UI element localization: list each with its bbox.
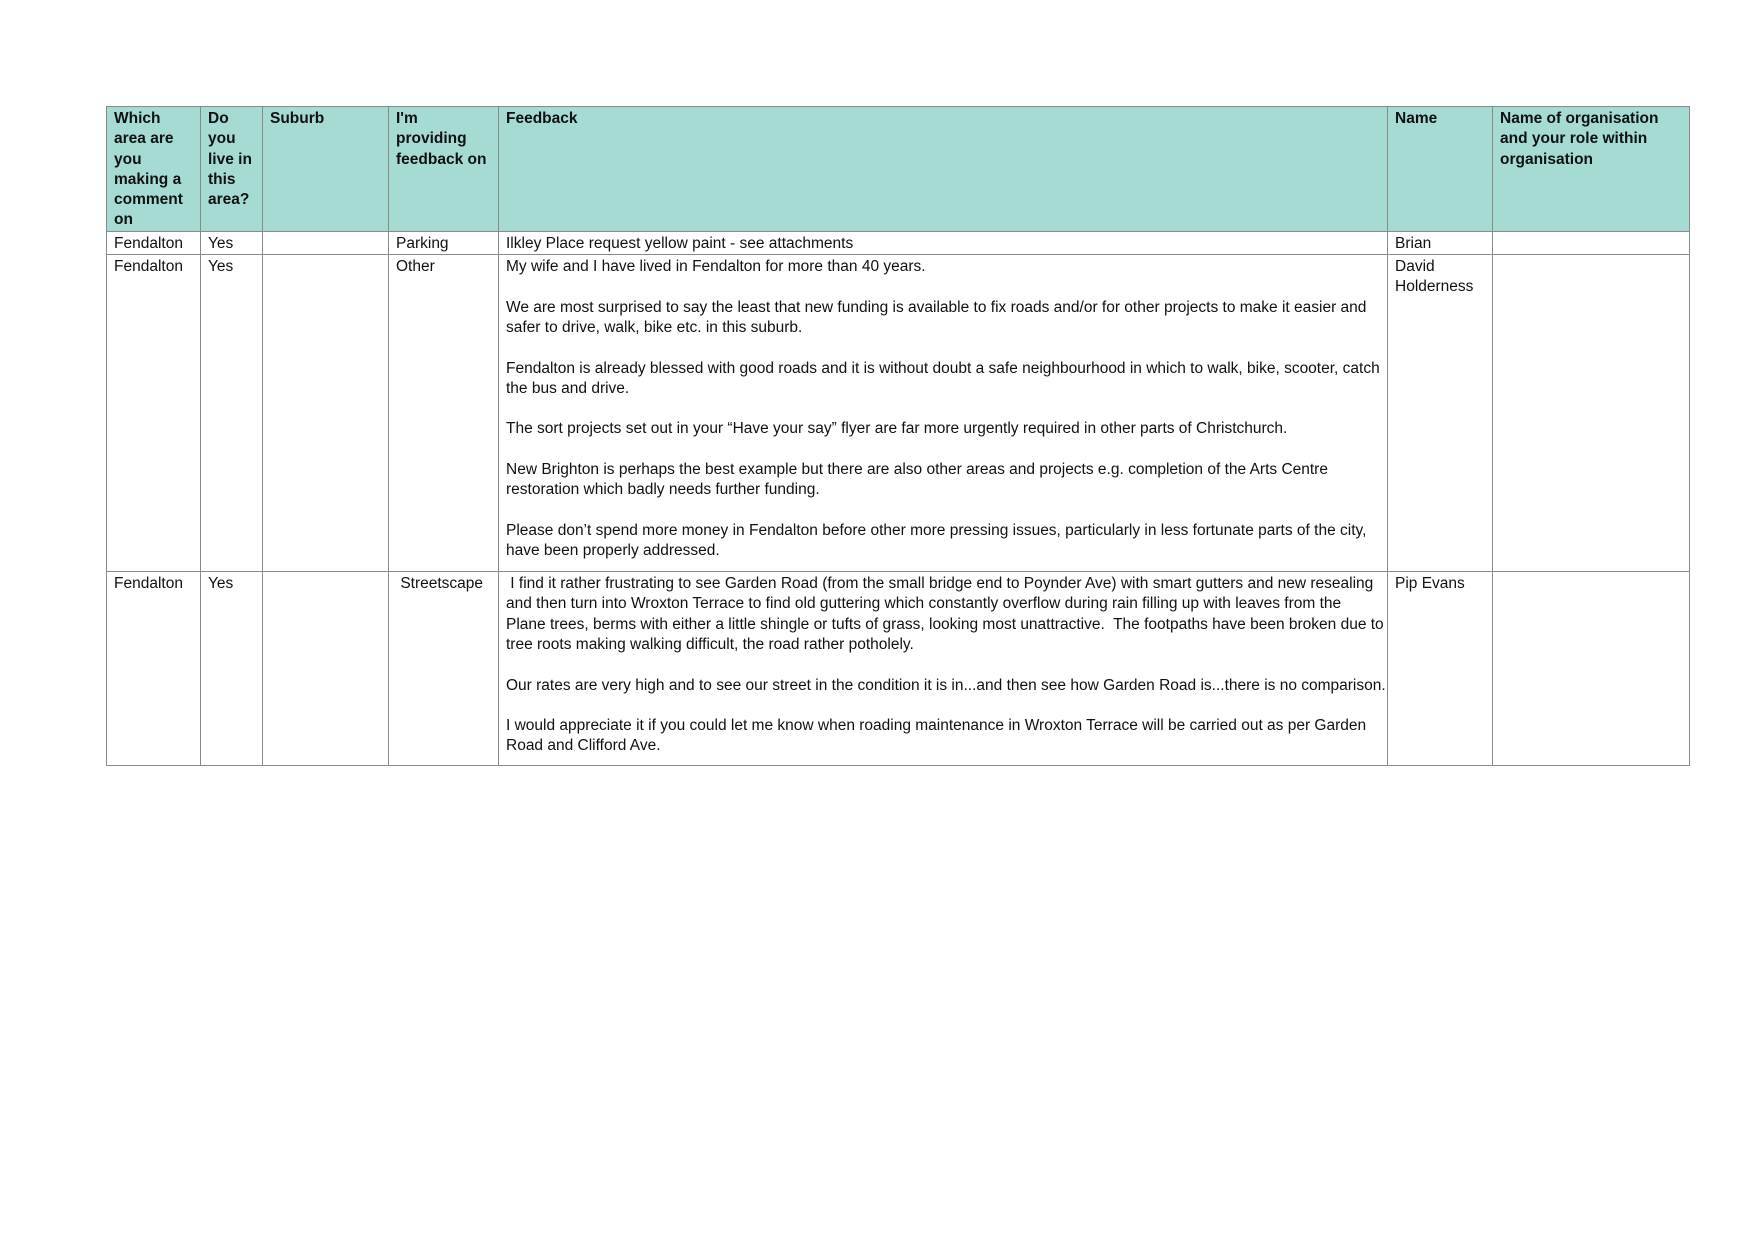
cell-suburb bbox=[263, 255, 389, 572]
header-name: Name bbox=[1388, 107, 1493, 232]
feedback-paragraph bbox=[506, 234, 1380, 254]
table-header-row bbox=[107, 107, 1690, 232]
header-live-in-area: Do you live in this area? bbox=[201, 107, 263, 232]
feedback-line: Our rates are very high and to see our street in the condition it is in...and then see how Garden Road is...there is no comparison. bbox=[506, 676, 1386, 694]
feedback-line: I find it rather frustrating to see Garden Road (from the small bridge end to Poynder Ave) with smart gutters and new resealing bbox=[506, 575, 1374, 593]
cell-name: Pip Evans bbox=[1388, 572, 1493, 766]
feedback-line: I would appreciate it if you could let me know when roading maintenance in Wroxton Terrace will be carried out as per Garden bbox=[506, 717, 1367, 735]
cell-organisation bbox=[1493, 231, 1690, 254]
header-suburb: Suburb bbox=[263, 107, 389, 232]
feedback-line: safer to drive, walk, bike etc. in this suburb. bbox=[506, 318, 803, 336]
feedback-line: Please don’t spend more money in Fendalton before other more pressing issues, particularly in less fortunate parts of the city, bbox=[506, 521, 1367, 539]
header-organisation: Name of organisation and your role within organisation bbox=[1493, 107, 1690, 232]
feedback-line: The sort projects set out in your “Have your say” flyer are far more urgently required in other parts of Christchurch. bbox=[506, 420, 1288, 438]
feedback-line: and then turn into Wroxton Terrace to find old guttering which constantly overflow during rain filling up with leaves from the bbox=[506, 595, 1342, 613]
cell-feedback-on: Streetscape bbox=[389, 572, 499, 766]
feedback-line: tree roots making walking difficult, the road rather potholely. bbox=[506, 635, 914, 653]
feedback-line: Plane trees, berms with either a little shingle or tufts of grass, looking most unattractive. The footpaths have been broken due to bbox=[506, 615, 1384, 633]
feedback-line: My wife and I have lived in Fendalton for more than 40 years. bbox=[506, 258, 926, 276]
cell-live-in-area: Yes bbox=[201, 231, 263, 254]
header-feedback: Feedback bbox=[499, 107, 1388, 232]
feedback-line: the bus and drive. bbox=[506, 379, 630, 397]
feedback-paragraph bbox=[506, 419, 1380, 439]
cell-organisation bbox=[1493, 572, 1690, 766]
header-feedback-on: I'm providing feedback on bbox=[389, 107, 499, 232]
cell-area: Fendalton bbox=[107, 231, 201, 254]
feedback-paragraph bbox=[506, 298, 1380, 339]
cell-feedback bbox=[499, 231, 1388, 254]
feedback-line: New Brighton is perhaps the best example but there are also other areas and projects e.g. completion of the Arts Centre bbox=[506, 461, 1328, 479]
feedback-line: We are most surprised to say the least that new funding is available to fix roads and/or for other projects to make it easier and bbox=[506, 298, 1367, 316]
cell-feedback-on: Parking bbox=[389, 231, 499, 254]
feedback-paragraph bbox=[506, 716, 1380, 757]
cell-live-in-area: Yes bbox=[201, 572, 263, 766]
feedback-table bbox=[106, 106, 1690, 766]
feedback-paragraph bbox=[506, 257, 1380, 277]
feedback-paragraph bbox=[506, 359, 1380, 400]
cell-suburb bbox=[263, 231, 389, 254]
feedback-line: have been properly addressed. bbox=[506, 542, 720, 560]
cell-area: Fendalton bbox=[107, 255, 201, 572]
cell-feedback-on: Other bbox=[389, 255, 499, 572]
feedback-line: Ilkley Place request yellow paint - see attachments bbox=[506, 234, 854, 252]
feedback-line: Road and Clifford Ave. bbox=[506, 737, 661, 755]
feedback-paragraph bbox=[506, 521, 1380, 562]
cell-name: Brian bbox=[1388, 231, 1493, 254]
cell-feedback bbox=[499, 255, 1388, 572]
table-row bbox=[107, 231, 1690, 254]
feedback-paragraph bbox=[506, 574, 1384, 655]
feedback-line: restoration which badly needs further funding. bbox=[506, 481, 820, 499]
cell-feedback bbox=[499, 572, 1388, 766]
table-row bbox=[107, 572, 1690, 766]
cell-organisation bbox=[1493, 255, 1690, 572]
feedback-paragraph bbox=[506, 460, 1380, 501]
feedback-line: Fendalton is already blessed with good roads and it is without doubt a safe neighbourhood in which to walk, bike, scooter, catch bbox=[506, 359, 1380, 377]
cell-suburb bbox=[263, 572, 389, 766]
cell-area: Fendalton bbox=[107, 572, 201, 766]
cell-name: David Holderness bbox=[1388, 255, 1493, 572]
cell-live-in-area: Yes bbox=[201, 255, 263, 572]
table-row bbox=[107, 255, 1690, 572]
feedback-paragraph bbox=[506, 676, 1386, 696]
header-area: Which area are you making a comment on bbox=[107, 107, 201, 232]
